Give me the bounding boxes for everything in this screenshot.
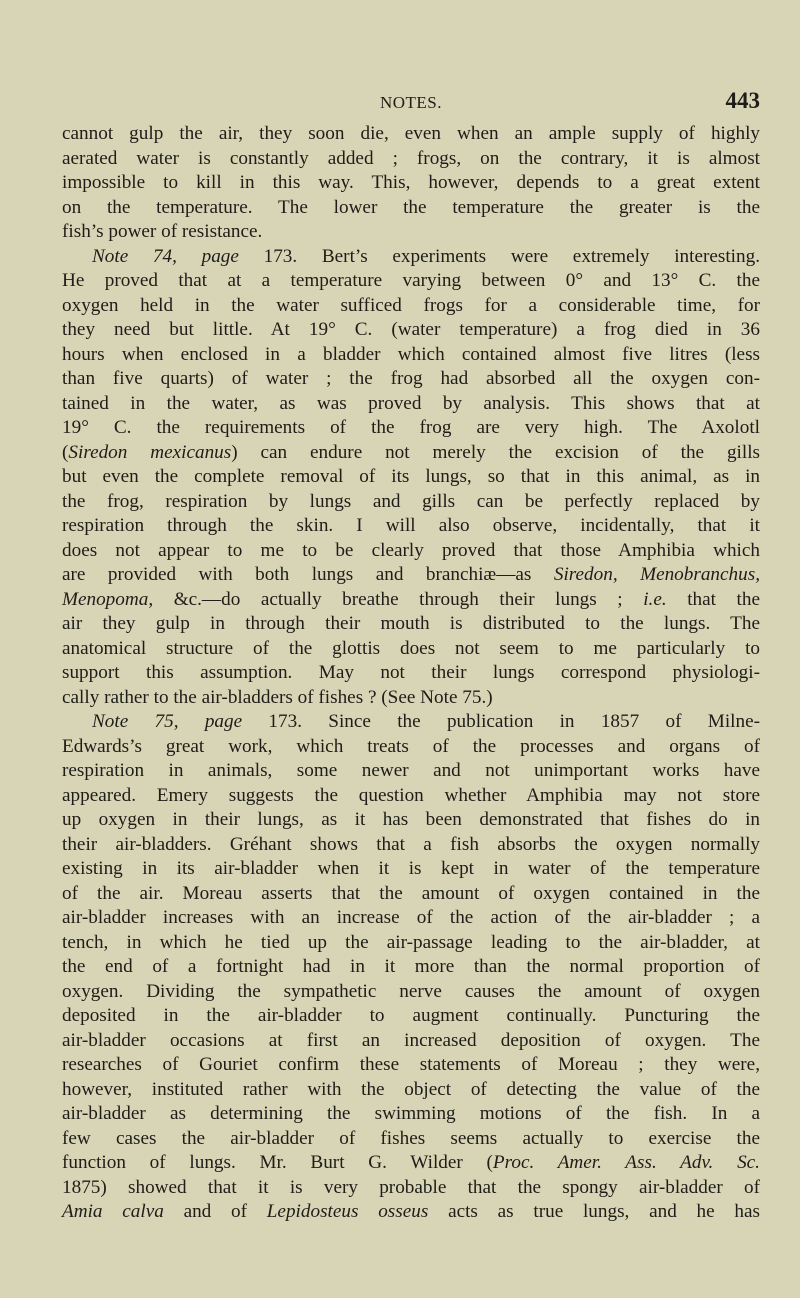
- text-line: [62, 196, 760, 221]
- line-content: [62, 857, 760, 882]
- text-line: [62, 1151, 760, 1176]
- text-run: oxygen held in the water sufficed frogs for a considerable time, for: [62, 294, 760, 316]
- text-run: hours when enclosed in a bladder which contained almost five litres (less: [62, 343, 760, 365]
- text-line: [62, 710, 760, 735]
- text-run: fish’s power of resistance.: [62, 221, 263, 242]
- text-line: [62, 392, 760, 417]
- page-number: 443: [725, 88, 760, 113]
- line-content: [62, 171, 760, 196]
- running-head: NOTES.: [379, 93, 443, 112]
- text-run: respiration through the skin. I will also observe, incidentally, that it: [62, 515, 760, 536]
- text-run: (: [62, 441, 69, 463]
- text-line: [62, 1102, 760, 1127]
- italic-text: Siredon, Menobranchus,: [553, 564, 760, 585]
- text-run: &c.—do actually breathe through their lungs ;: [153, 588, 644, 610]
- text-run: 173. Since the publication in 1857 of Milne-: [242, 711, 760, 732]
- text-line: [62, 441, 760, 466]
- line-content: [62, 980, 760, 1005]
- line-content: [62, 563, 760, 588]
- text-run: oxygen. Dividing the sympathetic nerve causes the amount of oxygen: [62, 980, 760, 1002]
- line-content: [62, 808, 760, 833]
- text-run: respiration in animals, some newer and not unimportant works have: [62, 760, 760, 781]
- text-run: deposited in the air-bladder to augment continually. Puncturing the: [62, 1005, 760, 1026]
- text-line: [62, 759, 760, 784]
- line-content: [62, 955, 760, 980]
- line-content: [62, 1078, 760, 1103]
- text-run: Edwards’s great work, which treats of the processes and organs of: [62, 735, 760, 757]
- text-line: [62, 514, 760, 539]
- text-line: [62, 490, 760, 515]
- text-line: [62, 367, 760, 392]
- text-run: air-bladder as determining the swimming motions of the fish. In a: [62, 1103, 760, 1124]
- line-content: [62, 637, 760, 662]
- line-content: [62, 539, 760, 564]
- text-run: cally rather to the air-bladders of fishes ? (See Note 75.): [62, 686, 493, 708]
- italic-text: Lepidosteus osseus: [266, 1201, 429, 1222]
- line-content: [62, 882, 760, 907]
- text-run: however, instituted rather with the object of detecting the value of the: [62, 1078, 760, 1100]
- line-content: [62, 661, 760, 686]
- text-line: [62, 588, 760, 613]
- line-content: [62, 367, 760, 392]
- text-run: but even the complete removal of its lungs, so that in this animal, as in: [62, 466, 760, 487]
- text-line: [62, 1029, 760, 1054]
- text-line: [62, 857, 760, 882]
- page-header: [62, 88, 760, 116]
- line-content: [62, 588, 760, 613]
- line-content: [62, 514, 760, 539]
- text-line: [62, 318, 760, 343]
- text-run: anatomical structure of the glottis does not seem to me particularly to: [62, 637, 760, 659]
- line-content: [62, 416, 760, 441]
- line-content: [62, 490, 760, 515]
- text-run: tench, in which he tied up the air-passage leading to the air-bladder, at: [62, 931, 760, 953]
- text-line: [62, 931, 760, 956]
- text-line: [62, 563, 760, 588]
- text-run: few cases the air-bladder of fishes seems actually to exercise the: [62, 1127, 760, 1149]
- text-line: [62, 1053, 760, 1078]
- text-line: [62, 612, 760, 637]
- text-run: the end of a fortnight had in it more than the normal proportion of: [62, 956, 760, 977]
- text-line: [62, 343, 760, 368]
- text-run: 19° C. the requirements of the frog are very high. The Axolotl: [62, 417, 760, 438]
- line-content: [62, 1053, 760, 1078]
- line-content: [62, 833, 760, 858]
- line-content: [62, 1176, 760, 1201]
- italic-text: Amia calva: [62, 1201, 164, 1222]
- text-run: 173. Bert’s experiments were extremely interesting.: [238, 245, 760, 267]
- text-line: [62, 539, 760, 564]
- line-content: [62, 759, 760, 784]
- text-run: and of: [163, 1201, 267, 1222]
- text-line: [62, 147, 760, 172]
- line-content: [62, 1200, 760, 1225]
- text-line: [62, 245, 760, 270]
- text-run: acts as true lungs, and he has: [428, 1201, 761, 1222]
- text-run: air-bladder increases with an increase of the action of the air-bladder ; a: [62, 907, 760, 928]
- text-line: [62, 637, 760, 662]
- text-line: [62, 122, 760, 147]
- text-line: [62, 686, 760, 711]
- line-content: [62, 1151, 760, 1176]
- line-content: [62, 122, 760, 147]
- text-line: [62, 220, 760, 245]
- line-content: [62, 220, 760, 245]
- line-content: [62, 1029, 760, 1054]
- text-line: [62, 269, 760, 294]
- line-content: [62, 1102, 760, 1127]
- text-line: [62, 882, 760, 907]
- line-content: [62, 931, 760, 956]
- text-run: function of lungs. Mr. Burt G. Wilder (: [62, 1152, 493, 1173]
- text-line: [62, 906, 760, 931]
- text-run: existing in its air-bladder when it is kept in water of the temperature: [62, 858, 760, 879]
- line-content: [62, 269, 760, 294]
- text-run: that the: [666, 588, 760, 610]
- text-run: 1875) showed that it is very probable that the spongy air-bladder of: [62, 1176, 760, 1198]
- line-content: [92, 245, 760, 270]
- text-line: [62, 833, 760, 858]
- line-content: [62, 318, 760, 343]
- text-line: [62, 955, 760, 980]
- text-run: their air-bladders. Gréhant shows that a fish absorbs the oxygen normally: [62, 833, 760, 855]
- italic-text: Proc. Amer. Ass. Adv. Sc.: [492, 1152, 760, 1173]
- text-line: [62, 980, 760, 1005]
- text-line: [62, 416, 760, 441]
- text-run: support this assumption. May not their lungs correspond physiologi-: [62, 662, 760, 683]
- italic-text: i.e.: [643, 588, 667, 610]
- italic-text: Menopoma,: [62, 588, 154, 610]
- text-line: [62, 465, 760, 490]
- text-run: aerated water is constantly added ; frogs, on the contrary, it is almost: [62, 147, 760, 169]
- text-run: than five quarts) of water ; the frog had absorbed all the oxygen con-: [62, 368, 760, 389]
- text-run: are provided with both lungs and branchiæ—as: [62, 564, 554, 585]
- text-run: the frog, respiration by lungs and gills can be perfectly replaced by: [62, 490, 760, 512]
- text-line: [62, 294, 760, 319]
- text-line: [62, 1078, 760, 1103]
- line-content: [62, 735, 760, 760]
- line-content: [62, 294, 760, 319]
- text-line: [62, 661, 760, 686]
- text-line: [62, 1004, 760, 1029]
- text-run: cannot gulp the air, they soon die, even when an ample supply of highly: [62, 123, 760, 144]
- text-run: researches of Gouriet confirm these statements of Moreau ; they were,: [62, 1054, 760, 1075]
- line-content: [62, 1127, 760, 1152]
- line-content: [62, 686, 760, 711]
- text-line: [62, 808, 760, 833]
- italic-text: Note 75, page: [92, 711, 243, 732]
- text-run: they need but little. At 19° C. (water temperature) a frog died in 36: [62, 319, 760, 340]
- line-content: [62, 392, 760, 417]
- text-line: [62, 735, 760, 760]
- text-line: [62, 1200, 760, 1225]
- text-run: air they gulp in through their mouth is distributed to the lungs. The: [62, 613, 760, 634]
- text-line: [62, 1127, 760, 1152]
- line-content: [62, 441, 760, 466]
- text-run: up oxygen in their lungs, as it has been demonstrated that fishes do in: [62, 809, 760, 830]
- text-line: [62, 171, 760, 196]
- line-content: [62, 1004, 760, 1029]
- text-run: tained in the water, as was proved by analysis. This shows that at: [62, 392, 760, 414]
- text-run: of the air. Moreau asserts that the amount of oxygen contained in the: [62, 882, 760, 904]
- text-run: air-bladder occasions at first an increased deposition of oxygen. The: [62, 1029, 760, 1051]
- text-run: on the temperature. The lower the temperature the greater is the: [62, 196, 760, 218]
- text-line: [62, 784, 760, 809]
- text-line: [62, 1176, 760, 1201]
- line-content: [62, 612, 760, 637]
- notes-text: [62, 122, 760, 1225]
- text-run: ) can endure not merely the excision of the gills: [231, 441, 760, 463]
- text-run: appeared. Emery suggests the question whether Amphibia may not store: [62, 784, 760, 806]
- text-run: He proved that at a temperature varying between 0° and 13° C. the: [62, 270, 760, 291]
- italic-text: Siredon mexicanus: [68, 441, 232, 463]
- line-content: [62, 784, 760, 809]
- line-content: [62, 906, 760, 931]
- text-run: impossible to kill in this way. This, however, depends to a great extent: [62, 172, 760, 193]
- text-run: does not appear to me to be clearly proved that those Amphibia which: [62, 539, 760, 561]
- line-content: [62, 343, 760, 368]
- line-content: [62, 147, 760, 172]
- line-content: [92, 710, 760, 735]
- italic-text: Note 74, page: [92, 245, 239, 267]
- line-content: [62, 196, 760, 221]
- line-content: [62, 465, 760, 490]
